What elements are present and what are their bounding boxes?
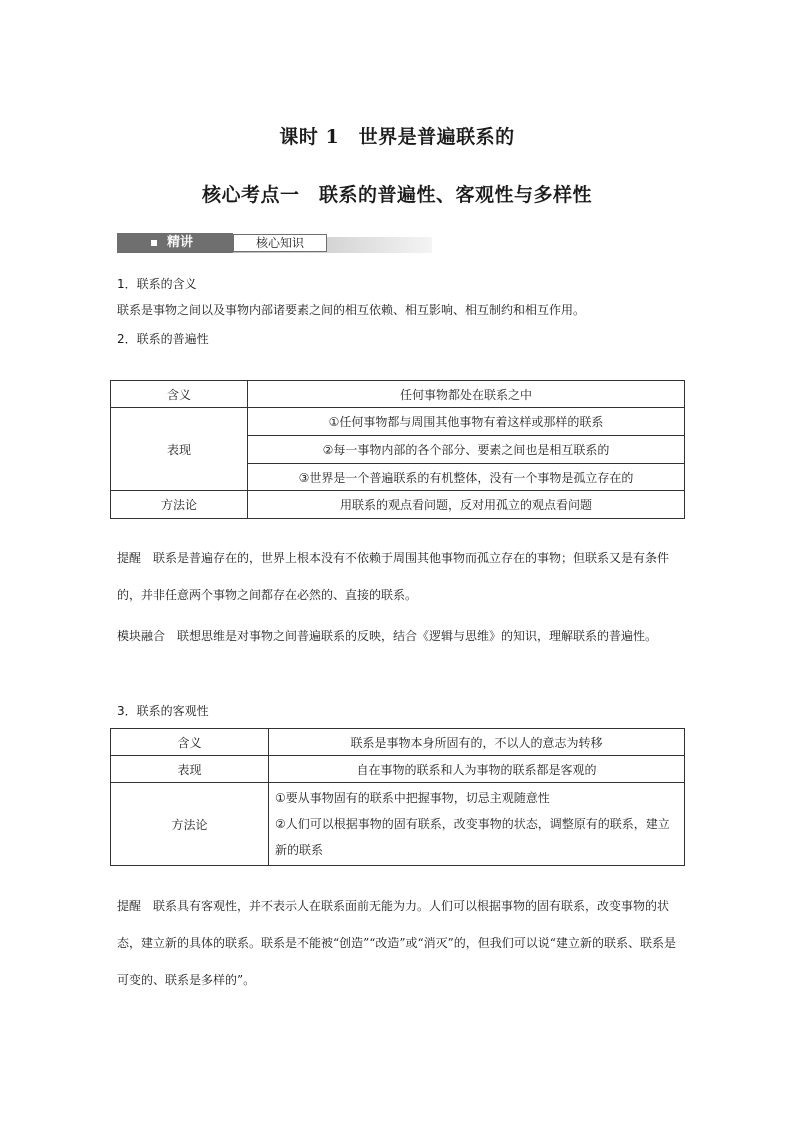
fusion-label: 模块融合 [117, 629, 166, 643]
table-value-cell: 自在事物的联系和人为事物的联系都是客观的 [269, 756, 685, 783]
table-row [111, 756, 685, 783]
method-line-2: ②人们可以根据事物的固有联系，改变事物的状态，调整原有的联系，建立新的联系 [275, 817, 670, 857]
item1-text: 联系是事物之间以及事物内部诸要素之间的相互依赖、相互影响、相互制约和相互作用。 [117, 303, 586, 317]
tip-paragraph-1 [117, 540, 680, 614]
tip-label: 提醒 [117, 551, 142, 565]
tip-text: 联系是普遍存在的，世界上根本没有不依赖于周围其他事物而孤立存在的事物；但联系又是有条件的，并非任意两个事物之间都存在必然的、直接的联系。 [117, 551, 670, 602]
table-row [111, 491, 685, 519]
table-label-cell: 含义 [111, 381, 248, 408]
table-value-cell [269, 783, 685, 866]
square-bullet-icon [151, 240, 157, 246]
universality-table [110, 380, 685, 519]
item2-heading: 2．联系的普遍性 [117, 332, 209, 346]
banner-dark-label: 精讲 [167, 235, 194, 250]
item3-heading: 3．联系的客观性 [117, 704, 209, 718]
tip-text: 联系具有客观性，并不表示人在联系面前无能为力。人们可以根据事物的固有联系，改变事物的状态，建立新的具体的联系。联系是不能被“创造”“改造”或“消灭”的，但我们可以说“建立新的联系、联系是可变的、联系是多样的”。 [117, 899, 676, 987]
table-row [111, 783, 685, 866]
objectivity-table [110, 728, 685, 866]
table-label-cell: 方法论 [111, 783, 269, 866]
tip-label: 提醒 [117, 899, 142, 913]
table-value-cell: 用联系的观点看问题，反对用孤立的观点看问题 [248, 491, 685, 519]
item1-heading: 1．联系的含义 [117, 277, 197, 291]
table-label-cell: 表现 [111, 408, 248, 491]
table-value-cell: 联系是事物本身所固有的，不以人的意志为转移 [269, 729, 685, 756]
fusion-paragraph [117, 618, 680, 655]
table-value-cell: 任何事物都处在联系之中 [248, 381, 685, 408]
section-banner [117, 233, 432, 255]
table-value-cell: ②每一事物内部的各个部分、要素之间也是相互联系的 [248, 436, 685, 464]
banner-dark-tab [117, 233, 233, 253]
table-row [111, 408, 685, 436]
table-row [111, 729, 685, 756]
table-value-cell: ③世界是一个普遍联系的有机整体，没有一个事物是孤立存在的 [248, 464, 685, 491]
table-value-cell: ①任何事物都与周围其他事物有着这样或那样的联系 [248, 408, 685, 436]
fusion-text: 联想思维是对事物之间普遍联系的反映，结合《逻辑与思维》的知识，理解联系的普遍性。 [177, 629, 658, 643]
table-label-cell: 方法论 [111, 491, 248, 519]
method-line-1: ①要从事物固有的联系中把握事物，切忌主观随意性 [275, 791, 550, 805]
tip-paragraph-2 [117, 888, 680, 999]
table-row [111, 381, 685, 408]
table-label-cell: 表现 [111, 756, 269, 783]
section-title: 核心考点一 联系的普遍性、客观性与多样性 [201, 184, 592, 206]
table-label-cell: 含义 [111, 729, 269, 756]
banner-light-tab: 核心知识 [233, 234, 327, 252]
lesson-title: 课时 1 世界是普遍联系的 [279, 126, 515, 148]
